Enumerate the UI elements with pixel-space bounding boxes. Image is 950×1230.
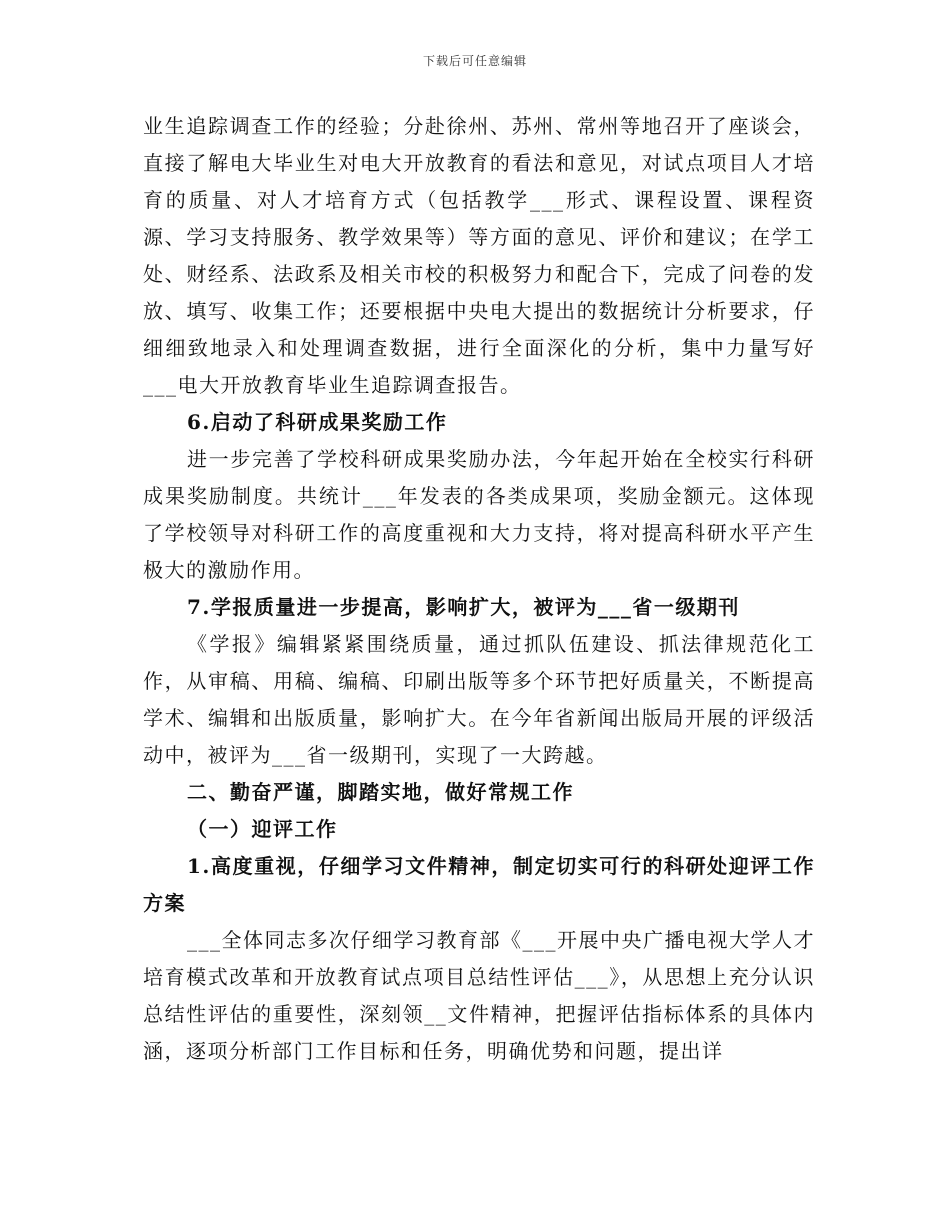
paragraph-research-award: 进一步完善了学校科研成果奖励办法，今年起开始在全校实行科研成果奖励制度。共统计___年发表的各类成果项，奖励金额元。这体现了学校领导对科研工作的高度重视和大力支持，将对提高科研水平产生极大的激励作用。 [143, 447, 815, 582]
heading-evaluation-work: （一）迎评工作 [187, 817, 338, 841]
paragraph-evaluation-study: ___全体同志多次仔细学习教育部《___开展中央广播电视大学人才培育模式改革和开放教育试点项目总结性评估___》，从思想上充分认识总结性评估的重要性，深刻领__文件精神，把握评估指标体系的具体内涵，逐项分析部门工作目标和任务，明确优势和问题，提出详 [143, 928, 815, 1063]
heading-research-award: 6.启动了科研成果奖励工作 [187, 410, 448, 434]
paragraph-survey-continuation: 业生追踪调查工作的经验；分赴徐州、苏州、常州等地召开了座谈会，直接了解电大毕业生对电大开放教育的看法和意见，对试点项目人才培育的质量、对人才培育方式（包括教学___形式、课程设置、课程资源、学习支持服务、教学效果等）等方面的意见、评价和建议；在学工处、财经系、法政系及相关市校的积极努力和配合下，完成了问卷的发放、填写、收集工作；还要根据中央电大提出的数据统计分析要求，仔细细致地录入和处理调查数据，进行全面深化的分析，集中力量写好___电大开放教育毕业生追踪调查报告。 [143, 114, 815, 397]
heading-section-routine-work: 二、勤奋严谨，脚踏实地，做好常规工作 [187, 780, 574, 804]
document-body [143, 108, 815, 1070]
paragraph-journal-quality: 《学报》编辑紧紧围绕质量，通过抓队伍建设、抓法律规范化工作，从审稿、用稿、编稿、印刷出版等多个环节把好质量关，不断提高学术、编辑和出版质量，影响扩大。在今年省新闻出版局开展的评级活动中，被评为___省一级期刊，实现了一大跨越。 [143, 632, 815, 767]
page-header: 下载后可任意编辑 [422, 54, 527, 68]
heading-evaluation-plan: 1.高度重视，仔细学习文件精神，制定切实可行的科研处迎评工作方案 [143, 854, 815, 915]
heading-journal-quality: 7.学报质量进一步提高，影响扩大，被评为___省一级期刊 [187, 595, 740, 619]
